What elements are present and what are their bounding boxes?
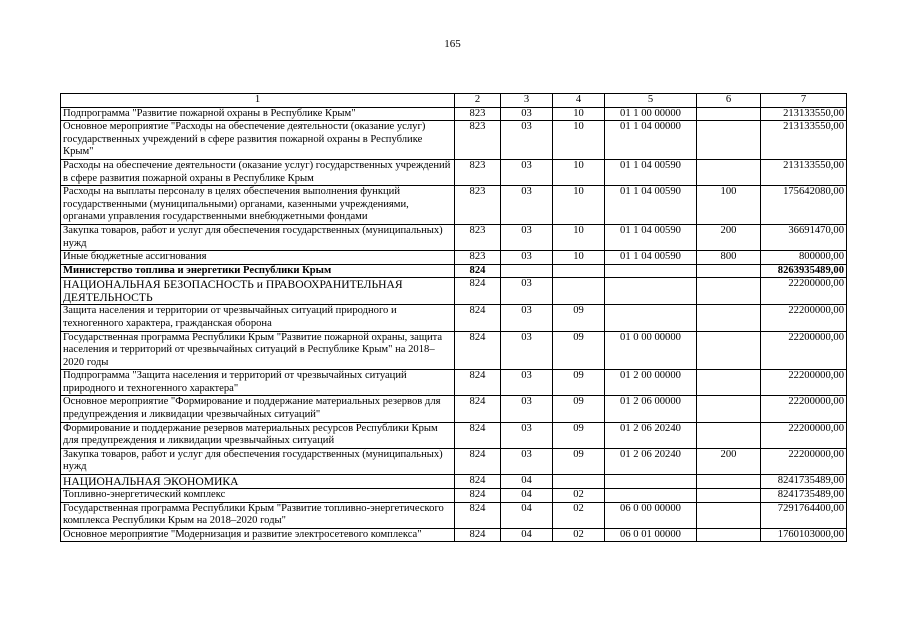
code-2-cell: 823 xyxy=(455,186,501,225)
amount-cell: 175642080,00 xyxy=(761,186,847,225)
amount-cell: 7291764400,00 xyxy=(761,502,847,528)
code-3-cell: 04 xyxy=(501,528,553,542)
code-6-cell: 800 xyxy=(697,251,761,265)
code-4-cell: 10 xyxy=(553,251,605,265)
table-row xyxy=(61,489,847,503)
code-6-cell xyxy=(697,107,761,121)
code-5-cell: 01 1 00 00000 xyxy=(605,107,697,121)
row-name-cell: Государственная программа Республики Крым "Развитие пожарной охраны, защита населения и территорий от чрезвычайных ситуаций в Республике Крым" на 2018–2020 годы xyxy=(61,331,455,370)
row-name-cell: НАЦИОНАЛЬНАЯ ЭКОНОМИКА xyxy=(61,475,455,489)
code-3-cell: 03 xyxy=(501,107,553,121)
table-row xyxy=(61,370,847,396)
code-5-cell: 01 2 06 00000 xyxy=(605,396,697,422)
row-name-cell: Защита населения и территории от чрезвычайных ситуаций природного и техногенного характера, гражданская оборона xyxy=(61,305,455,331)
table-row xyxy=(61,224,847,250)
row-name-cell: Формирование и поддержание резервов материальных ресурсов Республики Крым для предупреждения и ликвидации чрезвычайных ситуаций xyxy=(61,422,455,448)
code-5-cell: 01 2 06 20240 xyxy=(605,448,697,474)
code-5-cell: 01 2 00 00000 xyxy=(605,370,697,396)
code-5-cell: 01 1 04 00590 xyxy=(605,251,697,265)
code-5-cell xyxy=(605,278,697,305)
code-2-cell: 823 xyxy=(455,251,501,265)
code-2-cell: 824 xyxy=(455,502,501,528)
row-name-cell: Закупка товаров, работ и услуг для обеспечения государственных (муниципальных) нужд xyxy=(61,448,455,474)
amount-cell: 800000,00 xyxy=(761,251,847,265)
code-2-cell: 824 xyxy=(455,422,501,448)
code-6-cell xyxy=(697,422,761,448)
code-5-cell: 01 1 04 00000 xyxy=(605,121,697,160)
code-5-cell: 01 1 04 00590 xyxy=(605,186,697,225)
table-row xyxy=(61,396,847,422)
code-4-cell: 10 xyxy=(553,186,605,225)
code-3-cell: 03 xyxy=(501,448,553,474)
code-3-cell: 03 xyxy=(501,370,553,396)
column-header: 6 xyxy=(697,94,761,108)
column-header: 3 xyxy=(501,94,553,108)
code-4-cell: 09 xyxy=(553,331,605,370)
page-number: 165 xyxy=(444,38,461,50)
code-4-cell: 02 xyxy=(553,528,605,542)
table-row xyxy=(61,251,847,265)
code-6-cell: 100 xyxy=(697,186,761,225)
code-4-cell: 09 xyxy=(553,370,605,396)
code-6-cell: 200 xyxy=(697,224,761,250)
code-5-cell xyxy=(605,305,697,331)
table-row xyxy=(61,475,847,489)
amount-cell: 213133550,00 xyxy=(761,107,847,121)
code-3-cell: 03 xyxy=(501,251,553,265)
code-4-cell: 10 xyxy=(553,121,605,160)
code-4-cell: 09 xyxy=(553,422,605,448)
code-2-cell: 823 xyxy=(455,224,501,250)
code-3-cell: 03 xyxy=(501,422,553,448)
column-header: 2 xyxy=(455,94,501,108)
code-5-cell xyxy=(605,475,697,489)
code-5-cell: 01 0 00 00000 xyxy=(605,331,697,370)
code-6-cell xyxy=(697,121,761,160)
code-4-cell xyxy=(553,475,605,489)
code-3-cell: 03 xyxy=(501,159,553,185)
table-row xyxy=(61,502,847,528)
code-4-cell: 10 xyxy=(553,159,605,185)
row-name-cell: НАЦИОНАЛЬНАЯ БЕЗОПАСНОСТЬ и ПРАВООХРАНИТЕЛЬНАЯ ДЕЯТЕЛЬНОСТЬ xyxy=(61,278,455,305)
code-6-cell xyxy=(697,278,761,305)
code-3-cell: 04 xyxy=(501,489,553,503)
code-5-cell: 06 0 00 00000 xyxy=(605,502,697,528)
code-6-cell xyxy=(697,159,761,185)
row-name-cell: Основное мероприятие "Формирование и поддержание материальных резервов для предупреждения и ликвидации чрезвычайных ситуаций" xyxy=(61,396,455,422)
column-header: 1 xyxy=(61,94,455,108)
code-6-cell xyxy=(697,528,761,542)
code-2-cell: 823 xyxy=(455,159,501,185)
code-2-cell: 824 xyxy=(455,448,501,474)
amount-cell: 22200000,00 xyxy=(761,448,847,474)
code-6-cell xyxy=(697,396,761,422)
amount-cell: 36691470,00 xyxy=(761,224,847,250)
code-3-cell: 03 xyxy=(501,186,553,225)
column-header: 4 xyxy=(553,94,605,108)
code-6-cell xyxy=(697,305,761,331)
code-4-cell: 10 xyxy=(553,224,605,250)
code-4-cell xyxy=(553,264,605,278)
row-name-cell: Основное мероприятие "Модернизация и развитие электросетевого комплекса" xyxy=(61,528,455,542)
code-3-cell: 03 xyxy=(501,224,553,250)
amount-cell: 1760103000,00 xyxy=(761,528,847,542)
code-2-cell: 824 xyxy=(455,396,501,422)
code-2-cell: 823 xyxy=(455,121,501,160)
row-name-cell: Закупка товаров, работ и услуг для обеспечения государственных (муниципальных) нужд xyxy=(61,224,455,250)
table-row xyxy=(61,331,847,370)
code-4-cell: 09 xyxy=(553,305,605,331)
code-3-cell: 03 xyxy=(501,278,553,305)
code-2-cell: 823 xyxy=(455,107,501,121)
amount-cell: 22200000,00 xyxy=(761,278,847,305)
row-name-cell: Подпрограмма "Развитие пожарной охраны в Республике Крым" xyxy=(61,107,455,121)
table-row xyxy=(61,107,847,121)
code-2-cell: 824 xyxy=(455,331,501,370)
code-5-cell: 01 1 04 00590 xyxy=(605,159,697,185)
table-row xyxy=(61,448,847,474)
budget-table xyxy=(60,93,847,542)
row-name-cell: Министерство топлива и энергетики Республики Крым xyxy=(61,264,455,278)
code-3-cell: 04 xyxy=(501,475,553,489)
code-3-cell: 03 xyxy=(501,396,553,422)
code-2-cell: 824 xyxy=(455,264,501,278)
table-row xyxy=(61,422,847,448)
code-4-cell: 02 xyxy=(553,489,605,503)
table-row xyxy=(61,121,847,160)
row-name-cell: Топливно-энергетический комплекс xyxy=(61,489,455,503)
table-row xyxy=(61,186,847,225)
row-name-cell: Расходы на обеспечение деятельности (оказание услуг) государственных учреждений в сфере развития пожарной охраны в Республике Крым xyxy=(61,159,455,185)
row-name-cell: Подпрограмма "Защита населения и территорий от чрезвычайных ситуаций природного и техногенного характера" xyxy=(61,370,455,396)
code-3-cell: 04 xyxy=(501,502,553,528)
code-6-cell xyxy=(697,331,761,370)
row-name-cell: Иные бюджетные ассигнования xyxy=(61,251,455,265)
code-2-cell: 824 xyxy=(455,278,501,305)
amount-cell: 8241735489,00 xyxy=(761,489,847,503)
code-6-cell xyxy=(697,489,761,503)
table-row xyxy=(61,305,847,331)
code-2-cell: 824 xyxy=(455,528,501,542)
code-6-cell xyxy=(697,502,761,528)
code-3-cell: 03 xyxy=(501,121,553,160)
code-6-cell xyxy=(697,370,761,396)
code-4-cell xyxy=(553,278,605,305)
code-6-cell: 200 xyxy=(697,448,761,474)
amount-cell: 22200000,00 xyxy=(761,331,847,370)
code-6-cell xyxy=(697,475,761,489)
amount-cell: 213133550,00 xyxy=(761,121,847,160)
table-row xyxy=(61,528,847,542)
amount-cell: 213133550,00 xyxy=(761,159,847,185)
amount-cell: 22200000,00 xyxy=(761,370,847,396)
code-2-cell: 824 xyxy=(455,475,501,489)
code-5-cell: 01 1 04 00590 xyxy=(605,224,697,250)
code-6-cell xyxy=(697,264,761,278)
code-5-cell: 01 2 06 20240 xyxy=(605,422,697,448)
code-5-cell xyxy=(605,264,697,278)
code-3-cell xyxy=(501,264,553,278)
row-name-cell: Расходы на выплаты персоналу в целях обеспечения выполнения функций государственными (муниципальными) органами, казенными учреждениями, органами управления государственными внебюджетными фондами xyxy=(61,186,455,225)
table-row xyxy=(61,264,847,278)
column-header: 5 xyxy=(605,94,697,108)
code-3-cell: 03 xyxy=(501,305,553,331)
code-5-cell: 06 0 01 00000 xyxy=(605,528,697,542)
row-name-cell: Государственная программа Республики Крым "Развитие топливно-энергетического комплекса Республики Крым на 2018–2020 годы" xyxy=(61,502,455,528)
code-4-cell: 09 xyxy=(553,448,605,474)
code-3-cell: 03 xyxy=(501,331,553,370)
code-4-cell: 10 xyxy=(553,107,605,121)
code-4-cell: 09 xyxy=(553,396,605,422)
amount-cell: 8263935489,00 xyxy=(761,264,847,278)
amount-cell: 22200000,00 xyxy=(761,396,847,422)
row-name-cell: Основное мероприятие "Расходы на обеспечение деятельности (оказание услуг) государственных учреждений в сфере развития пожарной охраны в Республике Крым" xyxy=(61,121,455,160)
code-2-cell: 824 xyxy=(455,305,501,331)
table-row xyxy=(61,159,847,185)
amount-cell: 8241735489,00 xyxy=(761,475,847,489)
amount-cell: 22200000,00 xyxy=(761,305,847,331)
code-4-cell: 02 xyxy=(553,502,605,528)
code-2-cell: 824 xyxy=(455,489,501,503)
code-2-cell: 824 xyxy=(455,370,501,396)
code-5-cell xyxy=(605,489,697,503)
table-row xyxy=(61,278,847,305)
header-row xyxy=(61,94,847,108)
amount-cell: 22200000,00 xyxy=(761,422,847,448)
column-header: 7 xyxy=(761,94,847,108)
